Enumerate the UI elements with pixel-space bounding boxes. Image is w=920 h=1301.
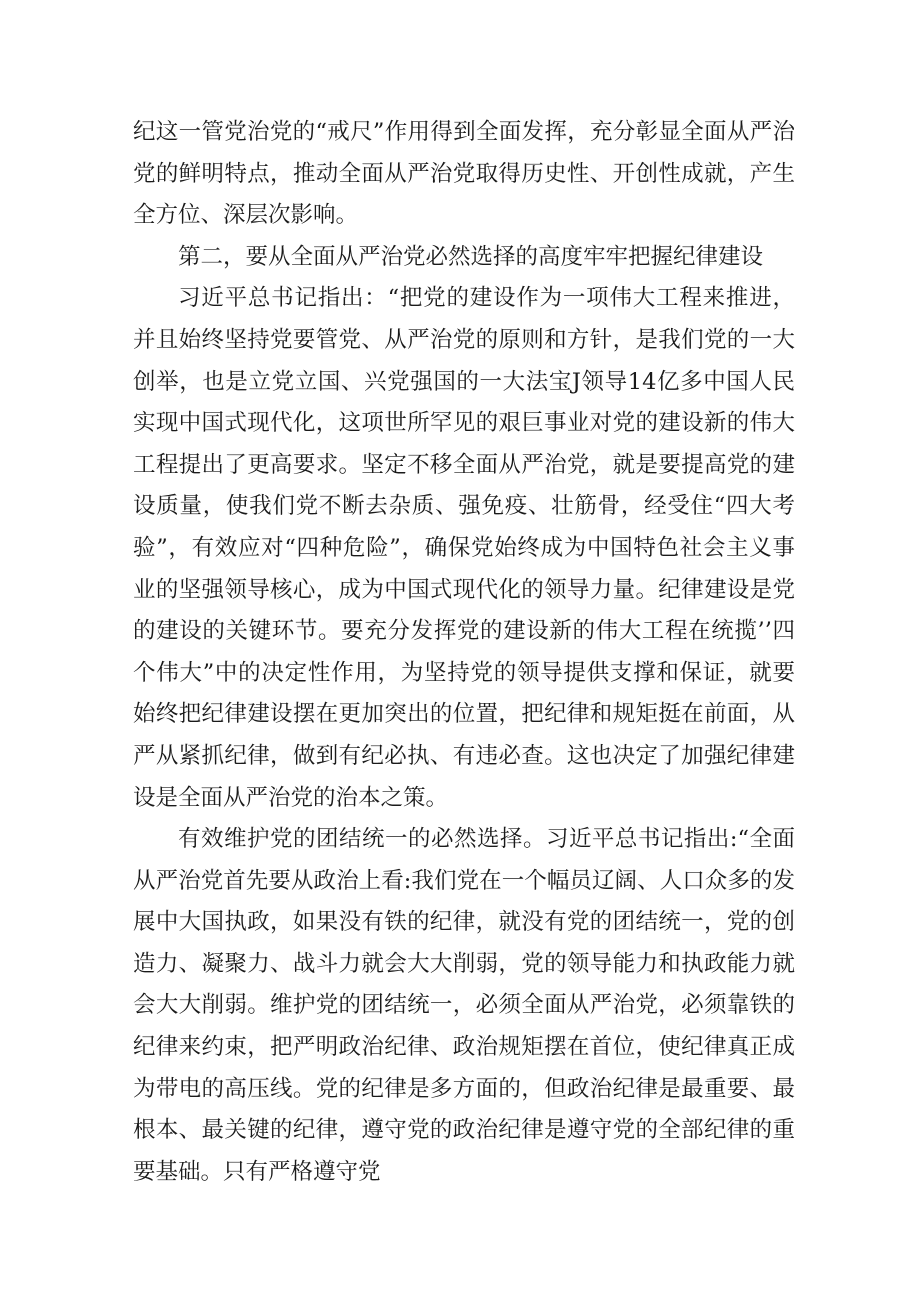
paragraph-quote: 习近平总书记指出：“把党的建设作为一项伟大工程来推进，并且始终坚持党要管党、从严治党的原则和方针，是我们党的一大创举，也是立党立国、兴党强国的一大法宝J领导14亿多中国人民实现中国式现代化，这项世所罕见的艰巨事业对党的建设新的伟大工程提出了更高要求。坚定不移全面从严治党，就是要提高党的建设质量，使我们党不断去杂质、强免疫、壮筋骨，经受住“四大考验”，有效应对“四种危险”，确保党始终成为中国特色社会主义事业的坚强领导核心，成为中国式现代化的领导力量。纪律建设是党的建设的关键环节。要充分发挥党的建设新的伟大工程在统揽’’四个伟大”中的决定性作用，为坚持党的领导提供支撑和保证，就要始终把纪律建设摆在更加突出的位置，把纪律和规矩挺在前面，从严从紧抓纪律，做到有纪必执、有违必查。这也决定了加强纪律建设是全面从严治党的治本之策。 [133, 285, 795, 811]
document-body [133, 112, 795, 1193]
section-heading: 第二，要从全面从严治党必然选择的高度牢牢把握纪律建设 [178, 243, 764, 270]
paragraph-continuation: 纪这一管党治党的“戒尺”作用得到全面发挥，充分彰显全面从严治党的鲜明特点，推动全面从严治党取得历史性、开创性成就，产生全方位、深层次影响。 [133, 119, 795, 229]
paragraph-unity: 有效维护党的团结统一的必然选择。习近平总书记指出:“全面从严治党首先要从政治上看:我们党在一个幅员辽阔、人口众多的发展中大国执政，如果没有铁的纪律，就没有党的团结统一，党的创造力、凝聚力、战斗力就会大大削弱，党的领导能力和执政能力就会大大削弱。维护党的团结统一，必须全面从严治党，必须靠铁的纪律来约束，把严明政治纪律、政治规矩摆在首位，使纪律真正成为带电的高压线。党的纪律是多方面的，但政治纪律是最重要、最根本、最关键的纪律，遵守党的政治纪律是遵守党的全部纪律的重要基础。只有严格遵守党 [133, 826, 795, 1185]
